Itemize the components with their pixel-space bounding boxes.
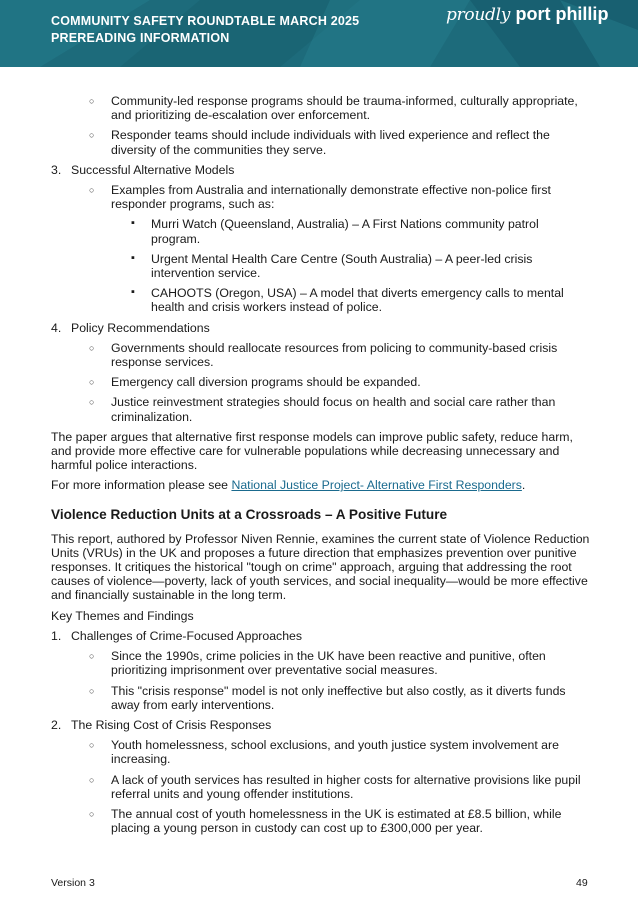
list-item xyxy=(51,341,591,369)
item-label: The Rising Cost of Crisis Responses xyxy=(71,717,272,732)
bullet-text: Youth homelessness, school exclusions, and youth justice system involvement are increasing. xyxy=(111,738,559,767)
numbered-item-3 xyxy=(51,163,591,177)
bullet-text: Urgent Mental Health Care Centre (South Australia) – A peer-led crisis intervention service. xyxy=(151,251,533,281)
list-item xyxy=(51,183,591,211)
more-info-paragraph xyxy=(51,478,591,492)
bullet-text: Responder teams should include individuals with lived experience and reflect the diversity of the communities they serve. xyxy=(111,128,550,157)
circle-bullet-icon: ○ xyxy=(89,96,95,106)
logo-script-text: proudly xyxy=(446,5,511,25)
square-bullet-icon: ▪ xyxy=(131,217,135,230)
themes-label: Key Themes and Findings xyxy=(51,608,194,623)
bullet-text: Governments should reallocate resources from policing to community-based crisis response services. xyxy=(111,340,558,370)
national-justice-project-link[interactable]: National Justice Project- Alternative First Responders xyxy=(231,478,522,493)
list-item xyxy=(51,684,591,712)
bullet-text: Emergency call diversion programs should be expanded. xyxy=(111,375,421,390)
item-number: 4. xyxy=(51,320,62,335)
item-label: Policy Recommendations xyxy=(71,320,210,335)
bullet-text: Justice reinvestment strategies should focus on health and social care rather than criminalization. xyxy=(111,395,556,424)
footer-page-number: 49 xyxy=(576,877,588,889)
bullet-text: CAHOOTS (Oregon, USA) – A model that diverts emergency calls to mental health and crisis workers instead of police. xyxy=(151,286,564,315)
bullet-text: Community-led response programs should be trauma-informed, culturally appropriate, and prioritizing de-escalation over enforcement. xyxy=(111,94,578,123)
document-body xyxy=(51,94,591,841)
item-label: Successful Alternative Models xyxy=(71,162,235,177)
circle-bullet-icon: ○ xyxy=(89,685,95,696)
circle-bullet-icon: ○ xyxy=(89,397,95,408)
circle-bullet-icon: ○ xyxy=(89,377,95,388)
footer-version: Version 3 xyxy=(51,877,95,889)
list-item xyxy=(51,94,591,122)
circle-bullet-icon: ○ xyxy=(89,808,95,819)
section-heading: Violence Reduction Units at a Crossroads – A Positive Future xyxy=(51,506,448,522)
item-number: 1. xyxy=(51,628,62,643)
bullet-text: This "crisis response" model is not only ineffective but also costly, as it diverts funds away from early interventions. xyxy=(111,683,566,712)
circle-bullet-icon: ○ xyxy=(89,774,95,785)
more-info-suffix: . xyxy=(521,478,526,493)
list-item xyxy=(51,286,591,314)
page-header xyxy=(0,0,638,67)
port-phillip-logo xyxy=(446,4,609,25)
square-bullet-icon: ▪ xyxy=(131,286,135,299)
intro-paragraph: This report, authored by Professor Niven Rennie, examines the current state of Violence Reduction Units (VRUs) in the UK and proposes a future direction that emphasizes prevention over punitive responses. It critiques the historical "tough on crime" approach, arguing that addressing the root causes of violence—poverty, lack of youth services, and social inequality—would be more effective and financially sustainable in the long term. xyxy=(51,531,590,603)
list-item xyxy=(51,649,591,677)
item-label: Challenges of Crime-Focused Approaches xyxy=(71,628,303,643)
circle-bullet-icon: ○ xyxy=(89,740,95,751)
list-item xyxy=(51,807,591,835)
bullet-text: Murri Watch (Queensland, Australia) – A First Nations community patrol program. xyxy=(151,217,539,246)
bullet-text: Since the 1990s, crime policies in the UK have been reactive and punitive, often prioritizing imprisonment over preventative social measures. xyxy=(111,649,546,678)
numbered-item-1 xyxy=(51,629,591,643)
circle-bullet-icon: ○ xyxy=(89,185,95,196)
header-title xyxy=(51,13,359,47)
circle-bullet-icon: ○ xyxy=(89,342,95,353)
list-item xyxy=(51,252,591,280)
logo-brand-text: port phillip xyxy=(515,4,609,24)
circle-bullet-icon: ○ xyxy=(89,651,95,662)
item-number: 3. xyxy=(51,162,62,177)
list-item xyxy=(51,738,591,766)
item-number: 2. xyxy=(51,717,62,732)
list-item xyxy=(51,395,591,423)
header-title-line-2: PREREADING INFORMATION xyxy=(51,31,230,45)
numbered-item-4 xyxy=(51,321,591,335)
square-bullet-icon: ▪ xyxy=(131,251,135,264)
summary-paragraph: The paper argues that alternative first response models can improve public safety, reduce harm, and provide more effective care for vulnerable populations while decreasing unnecessary and harmful police interactions. xyxy=(51,429,573,473)
more-info-prefix: For more information please see xyxy=(51,478,232,493)
list-item xyxy=(51,375,591,389)
bullet-text: A lack of youth services has resulted in higher costs for alternative provisions like pupil referral units and young offender institutions. xyxy=(111,772,581,801)
list-item xyxy=(51,128,591,156)
list-item xyxy=(51,773,591,801)
header-title-line-1: COMMUNITY SAFETY ROUNDTABLE MARCH 2025 xyxy=(51,14,360,28)
bullet-text: The annual cost of youth homelessness in the UK is estimated at £8.5 billion, while placing a young person in custody can cost up to £300,000 per year. xyxy=(111,806,562,836)
bullet-text: Examples from Australia and internationally demonstrate effective non-police first responder programs, such as: xyxy=(111,183,551,212)
circle-bullet-icon: ○ xyxy=(89,130,95,141)
list-item xyxy=(51,217,591,245)
numbered-item-2 xyxy=(51,718,591,732)
